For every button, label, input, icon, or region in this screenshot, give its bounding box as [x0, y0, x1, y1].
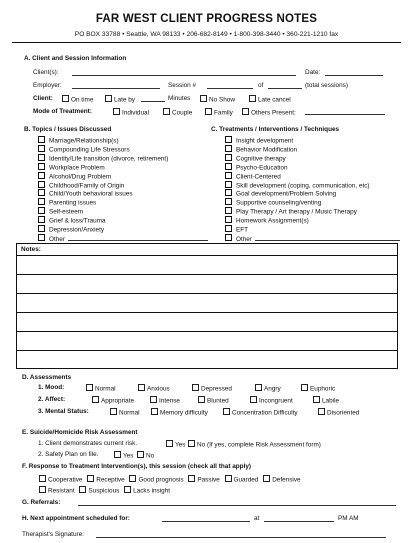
- risk-no-checkbox[interactable]: No (If yes, complete Risk Assessment form): [188, 440, 321, 450]
- notes-line: [17, 350, 397, 351]
- item-label: Marriage/Relationship(s): [49, 137, 119, 145]
- checkbox-icon: [163, 108, 170, 115]
- client-label: Client(s):: [33, 69, 59, 76]
- checkbox-icon: [200, 95, 207, 102]
- item-label: Alcohol/Drug Problem: [49, 173, 112, 181]
- notes-label: Notes:: [21, 246, 41, 253]
- response-row-1: Cooperative Receptive Good prognosis Passive Guarded Defensive: [36, 475, 301, 485]
- status-no-show-checkbox[interactable]: No Show: [200, 95, 235, 105]
- mental-memory-checkbox[interactable]: Memory difficulty: [151, 408, 208, 418]
- affect-appropriate-checkbox[interactable]: Appropriate: [92, 396, 134, 406]
- employer-label: Employer:: [33, 82, 62, 89]
- checkbox-icon: [301, 384, 308, 391]
- checkbox-icon: [205, 108, 212, 115]
- checkbox-icon: [192, 384, 199, 391]
- item-label: Play Therapy / Art therapy / Music Therapy: [236, 208, 357, 216]
- checkbox-icon[interactable]: [87, 475, 94, 482]
- checkbox-icon: [249, 95, 256, 102]
- item-label: Other: [236, 235, 252, 243]
- status-late-cancel-checkbox[interactable]: Late cancel: [249, 95, 291, 105]
- signature-field[interactable]: [96, 531, 386, 541]
- notes-line: [17, 293, 397, 294]
- session-label: Session #: [168, 82, 197, 89]
- checkbox-icon: [225, 145, 232, 152]
- checkbox-icon: [114, 451, 121, 458]
- item-label: Child/Youth behavioral issues: [49, 190, 133, 198]
- safety-yes-checkbox[interactable]: Yes: [114, 451, 133, 461]
- client-field[interactable]: [72, 69, 296, 79]
- mood-depressed-checkbox[interactable]: Depressed: [192, 384, 232, 394]
- section-g-heading: G. Referrals:: [22, 499, 61, 506]
- section-d-heading: D. Assessments: [22, 374, 72, 381]
- item-label: Childhood/Family of Origin: [49, 182, 125, 189]
- checkbox-icon: [38, 225, 45, 232]
- other-field[interactable]: [68, 234, 208, 241]
- item-label: Insight development: [236, 137, 294, 145]
- checkbox-icon[interactable]: [39, 475, 46, 482]
- checkbox-icon: [250, 396, 257, 403]
- item-label: Cognitive therapy: [236, 155, 286, 163]
- at-label: at: [254, 515, 260, 522]
- item-label: EFT: [236, 226, 249, 234]
- item-label: Other: [49, 235, 65, 243]
- notes-line: [17, 255, 397, 256]
- checkbox-icon: [225, 181, 232, 188]
- mood-normal-checkbox[interactable]: Normal: [86, 384, 116, 394]
- response-row-2: Resistant Suspicious Lacks insight: [36, 486, 170, 496]
- checkbox-icon[interactable]: [124, 486, 131, 493]
- form-title: FAR WEST CLIENT PROGRESS NOTES: [95, 13, 318, 25]
- checkbox-icon[interactable]: [39, 486, 46, 493]
- date-field[interactable]: [325, 69, 383, 79]
- section-b-heading: B. Topics / Issues Discussed: [24, 126, 112, 133]
- mode-label: Mode of Treatment:: [33, 108, 92, 115]
- item-label: Identity/Life transition (divorce, retirement): [49, 155, 169, 163]
- section-e-heading: E. Suicide/Homicide Risk Assessment: [22, 429, 138, 436]
- checkbox-icon: [225, 136, 232, 143]
- safety-no-checkbox[interactable]: No: [137, 451, 154, 461]
- mode-couple-checkbox[interactable]: Couple: [163, 108, 192, 118]
- item-label: Supportive counseling/venting: [236, 199, 322, 207]
- checkbox-icon: [113, 108, 120, 115]
- item-label: Homework Assignment(s): [236, 217, 309, 225]
- checkbox-icon: [86, 384, 93, 391]
- session-number-field[interactable]: [207, 82, 253, 92]
- checkbox-icon[interactable]: [225, 475, 232, 482]
- affect-intense-checkbox[interactable]: Intense: [150, 396, 180, 406]
- item-label: Client-Centered: [236, 173, 281, 181]
- section-a-heading: A. Client and Session Information: [24, 55, 127, 62]
- address-line: PO BOX 33788 • Seattle, WA 98133 • 206-682-8149 • 1-800-398-3440 • 360-221-1210 fax: [74, 31, 339, 38]
- item-label: Self-esteem: [49, 208, 84, 216]
- item-label: Workplace Problem: [49, 164, 105, 172]
- minutes-label: Minutes: [168, 95, 191, 102]
- checkbox-icon[interactable]: [188, 475, 195, 482]
- checkbox-icon: [225, 154, 232, 161]
- checkbox-icon: [223, 408, 230, 415]
- checkbox-icon: [38, 234, 45, 241]
- checkbox-icon[interactable]: [263, 475, 270, 482]
- checkbox-icon: [110, 408, 117, 415]
- total-sessions-field[interactable]: [268, 82, 302, 92]
- item-label: Skill development (coping, communication, etc): [236, 182, 370, 189]
- others-present-field[interactable]: [305, 108, 385, 118]
- date-label: Date:: [305, 69, 321, 76]
- checkbox-icon: [38, 181, 45, 188]
- referrals-field[interactable]: [78, 499, 396, 509]
- mode-others-checkbox[interactable]: Others Present:: [242, 108, 296, 118]
- of-label: of: [258, 82, 264, 89]
- mood-anxious-checkbox[interactable]: Anxious: [138, 384, 170, 394]
- late-minutes-field[interactable]: [141, 95, 165, 105]
- checkbox-icon: [255, 384, 262, 391]
- notes-line: [17, 312, 397, 313]
- appointment-time-field[interactable]: [264, 515, 334, 525]
- checkbox-icon: [225, 216, 232, 223]
- checkbox-icon: [313, 396, 320, 403]
- status-late-by-checkbox[interactable]: Late by: [105, 95, 135, 105]
- checkbox-icon: [92, 396, 99, 403]
- checkbox-icon: [151, 408, 158, 415]
- checkbox-icon: [38, 163, 45, 170]
- mood-angry-checkbox[interactable]: Angry: [255, 384, 281, 394]
- checkbox-icon: [225, 172, 232, 179]
- checkbox-icon: [38, 207, 45, 214]
- affect-labile-checkbox[interactable]: Labile: [313, 396, 339, 406]
- item-label: Parenting issues: [49, 199, 97, 207]
- section-c-heading: C. Treatments / Interventions / Techniques: [211, 126, 340, 133]
- checkbox-icon: [105, 95, 112, 102]
- checkbox-icon: [38, 172, 45, 179]
- item-label: Grief & loss/Trauma: [49, 217, 106, 225]
- mood-label: 1. Mood:: [38, 384, 65, 391]
- notes-line: [17, 331, 397, 332]
- item-label: Psycho-Education: [236, 164, 288, 172]
- checkbox-icon: [225, 234, 232, 241]
- other-field[interactable]: [255, 234, 400, 241]
- risk-question: 1. Client demonstrates current risk.: [38, 440, 138, 447]
- risk-yes-checkbox[interactable]: Yes: [166, 440, 185, 450]
- item-label: Behavior Modification: [236, 146, 298, 154]
- affect-blunted-checkbox[interactable]: Blunted: [198, 396, 229, 406]
- mood-euphoric-checkbox[interactable]: Euphoric: [301, 384, 335, 394]
- checkbox-icon: [38, 189, 45, 196]
- affect-label: 2. Affect:: [38, 396, 66, 403]
- pm-am-label: PM AM: [338, 515, 359, 522]
- mental-disoriented-checkbox[interactable]: Disoriented: [318, 408, 359, 418]
- checkbox-icon: [166, 440, 173, 447]
- checkbox-icon: [38, 136, 45, 143]
- checkbox-icon: [225, 225, 232, 232]
- section-f-heading: F. Response to Treatment Intervention(s), this session (check all that apply): [22, 463, 252, 470]
- checkbox-icon: [38, 145, 45, 152]
- total-sessions-label: (total sessions): [305, 82, 348, 89]
- affect-incongruent-checkbox[interactable]: Incongruent: [250, 396, 293, 406]
- checkbox-icon: [225, 189, 232, 196]
- item-label: Goal development/Problem Solving: [236, 190, 337, 198]
- notes-box[interactable]: [16, 243, 398, 369]
- checkbox-icon: [188, 440, 195, 447]
- checkbox-icon: [198, 396, 205, 403]
- checkbox-icon: [225, 207, 232, 214]
- checkbox-icon: [150, 396, 157, 403]
- checkbox-icon: [38, 154, 45, 161]
- item-label: Depression/Anxiety: [49, 226, 105, 234]
- checkbox-icon[interactable]: [129, 475, 136, 482]
- mental-normal-checkbox[interactable]: Normal: [110, 408, 140, 418]
- mental-concentration-checkbox[interactable]: Concentration Difficulty: [223, 408, 298, 418]
- employer-field[interactable]: [72, 82, 160, 92]
- checkbox-icon: [242, 108, 249, 115]
- item-label: Compounding Life Stressors: [49, 146, 130, 154]
- checkbox-icon: [225, 198, 232, 205]
- checkbox-icon: [138, 384, 145, 391]
- checkbox-icon: [62, 95, 69, 102]
- section-h-heading: H. Next appointment scheduled for:: [22, 515, 130, 522]
- safety-plan-question: 2. Safety Plan on file.: [38, 451, 99, 458]
- client-status-label: Client:: [33, 95, 53, 102]
- header-rule: [12, 42, 401, 43]
- checkbox-icon: [38, 198, 45, 205]
- status-on-time-checkbox[interactable]: On time: [62, 95, 93, 105]
- checkbox-icon: [137, 451, 144, 458]
- signature-label: Therapist's Signature:: [22, 531, 84, 538]
- checkbox-icon[interactable]: [79, 486, 86, 493]
- notes-line: [17, 274, 397, 275]
- checkbox-icon: [318, 408, 325, 415]
- appointment-date-field[interactable]: [162, 515, 250, 525]
- mode-individual-checkbox[interactable]: Individual: [113, 108, 149, 118]
- mental-status-label: 3. Mental Status:: [38, 408, 89, 415]
- checkbox-icon: [225, 163, 232, 170]
- mode-family-checkbox[interactable]: Family: [205, 108, 233, 118]
- checkbox-icon: [38, 216, 45, 223]
